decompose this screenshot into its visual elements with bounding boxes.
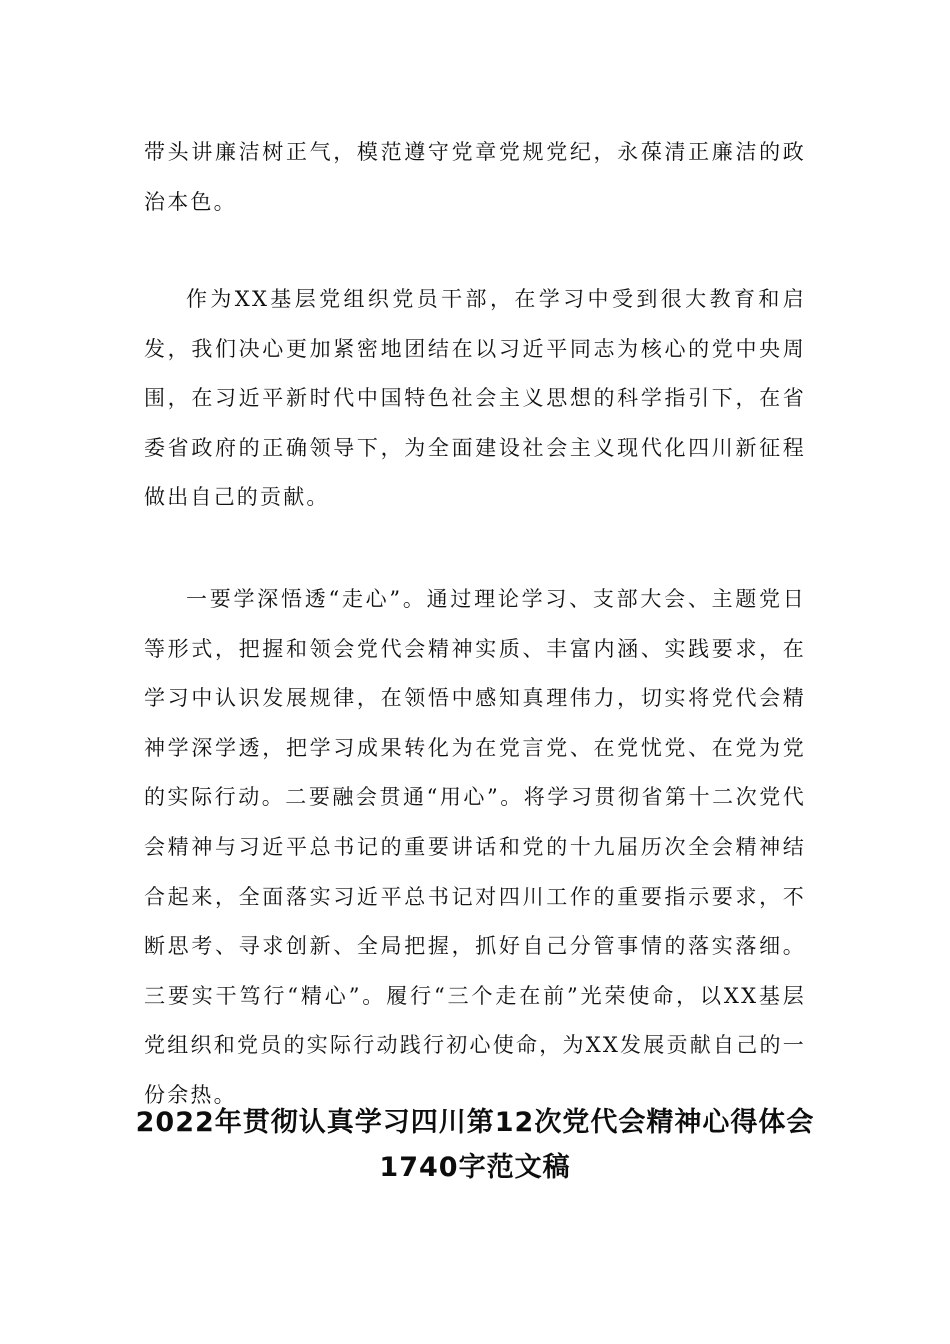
document-title: 2022年贯彻认真学习四川第12次党代会精神心得体会1740字范文稿 (135, 1107, 815, 1183)
paragraph-3: 一要学深悟透“走心”。通过理论学习、支部大会、主题党日等形式，把握和领会党代会精神实质、丰富内涵、实践要求，在学习中认识发展规律，在领悟中感知真理伟力，切实将党代会精神学深学透，把学习成果转化为在党言党、在党忧党、在党为党的实际行动。二要融会贯通“用心”。将学习贯彻省第十二次党代会精神与习近平总书记的重要讲话和党的十九届历次全会精神结合起来，全面落实习近平总书记对四川工作的重要指示要求，不断思考、寻求创新、全局把握，抓好自己分管事情的落实落细。三要实干笃行“精心”。履行“三个走在前”光荣使命，以XX基层党组织和党员的实际行动践行初心使命，为XX发展贡献自己的一份余热。 (144, 587, 806, 1107)
paragraph-1: 带头讲廉洁树正气，模范遵守党章党规党纪，永葆清正廉洁的政治本色。 (144, 140, 806, 214)
paragraph-2: 作为XX基层党组织党员干部，在学习中受到很大教育和启发，我们决心更加紧密地团结在以习近平同志为核心的党中央周围，在习近平新时代中国特色社会主义思想的科学指引下，在省委省政府的正确领导下，为全面建设社会主义现代化四川新征程做出自己的贡献。 (144, 287, 806, 510)
